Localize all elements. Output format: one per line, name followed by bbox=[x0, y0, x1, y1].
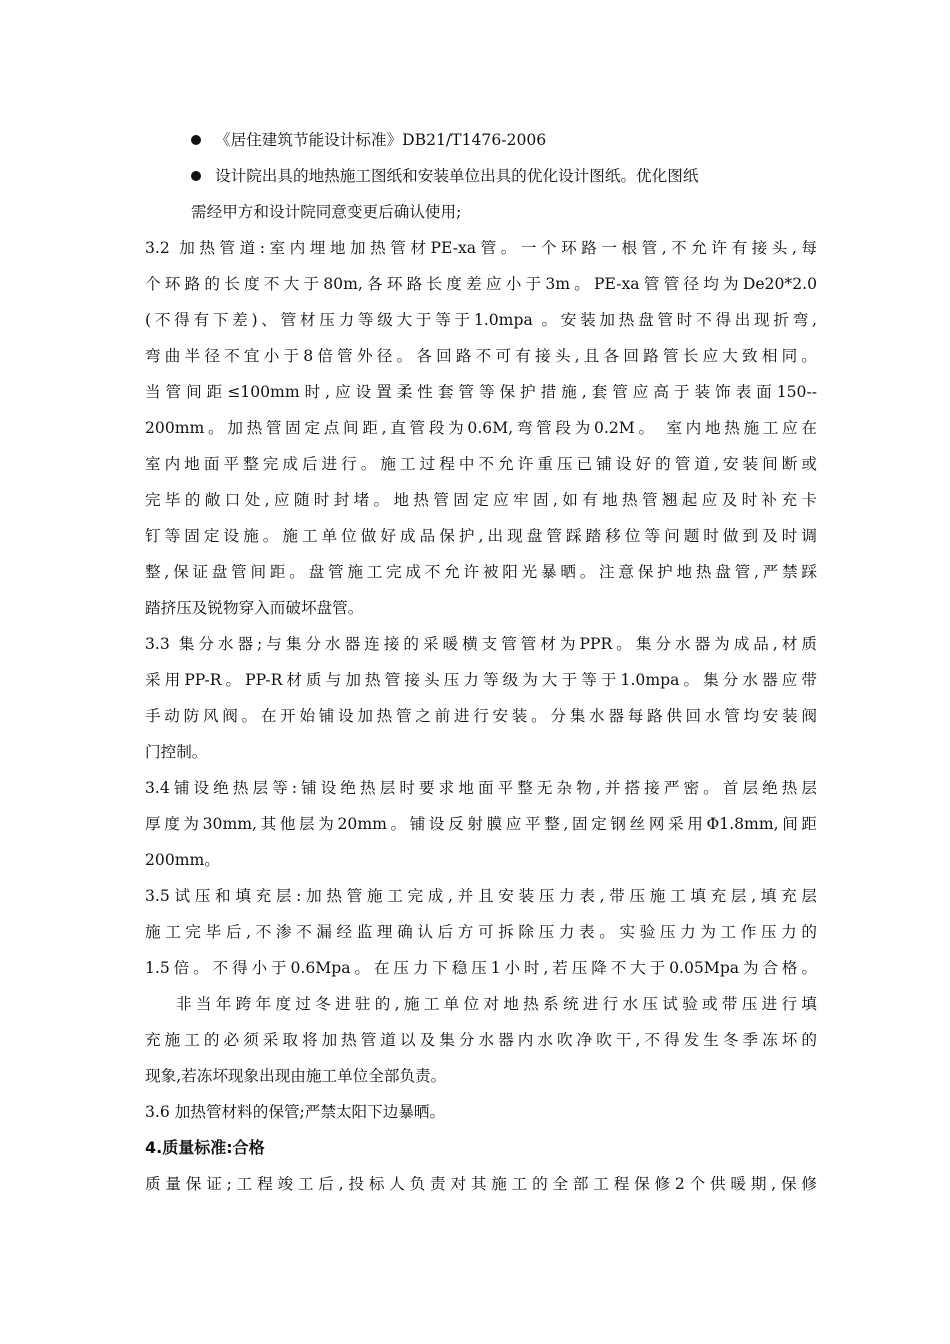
text-line: 充施工的必须采取将加热管道以及集分水器内水吹净吹干,不得发生冬季冻坏的 bbox=[145, 1031, 817, 1049]
text-line: 采用PP-R。PP-R材质与加热管接头压力等级为大于等于1.0mpa。集分水器应带 bbox=[145, 671, 817, 689]
text-line: 室内地面平整完成后进行。施工过程中不允许重压已铺设好的管道,安装间断或 bbox=[145, 455, 817, 473]
text-line: 门控制。 bbox=[145, 743, 208, 761]
bullet-text: 设计院出具的地热施工图纸和安装单位出具的优化设计图纸。优化图纸 bbox=[215, 167, 699, 185]
text-line: 3.5试压和填充层:加热管施工完成,并且安装压力表,带压施工填充层,填充层 bbox=[145, 887, 817, 905]
text-line: 3.6 加热管材料的保管;严禁太阳下边暴晒。 bbox=[145, 1103, 446, 1121]
text-line: 200mm。加热管固定点间距,直管段为0.6M,弯管段为0.2M。 室内地热施工应在 bbox=[145, 419, 817, 437]
text-line: 现象,若冻坏现象出现由施工单位全部负责。 bbox=[145, 1067, 447, 1085]
bullet-dot-icon bbox=[191, 171, 201, 181]
text-line: 完毕的敞口处,应随时封堵。地热管固定应牢固,如有地热管翘起应及时补充卡 bbox=[145, 491, 817, 509]
bullet-continuation: 需经甲方和设计院同意变更后确认使用; bbox=[191, 203, 462, 221]
text-line: 3.2 加热管道:室内埋地加热管材PE-xa管。一个环路一根管,不允许有接头,每 bbox=[145, 239, 817, 257]
section-heading: 4.质量标准:合格 bbox=[145, 1138, 265, 1157]
text-line: 手动防风阀。在开始铺设加热管之前进行安装。分集水器每路供回水管均安装阀 bbox=[145, 707, 817, 725]
text-line: 厚度为30mm,其他层为20mm。铺设反射膜应平整,固定钢丝网采用Φ1.8mm,间距 bbox=[145, 815, 817, 833]
text-line: 3.3 集分水器;与集分水器连接的采暖横支管管材为PPR。集分水器为成品,材质 bbox=[145, 635, 817, 653]
text-line: 当管间距≤100mm时,应设置柔性套管等保护措施,套管应高于装饰表面150-- bbox=[145, 383, 817, 401]
text-line: 非当年跨年度过冬进驻的,施工单位对地热系统进行水压试验或带压进行填 bbox=[176, 995, 817, 1013]
text-line: 质量保证;工程竣工后,投标人负责对其施工的全部工程保修2个供暖期,保修 bbox=[145, 1175, 817, 1193]
text-line: 1.5倍。不得小于0.6Mpa。在压力下稳压1小时,若压降不大于0.05Mpa为合格。 bbox=[145, 959, 817, 977]
bullet-dot-icon bbox=[191, 135, 201, 145]
text-line: 踏挤压及锐物穿入而破坏盘管。 bbox=[145, 599, 364, 617]
bullet-text: 《居住建筑节能设计标准》DB21/T1476-2006 bbox=[215, 131, 547, 149]
bullet-item-standard bbox=[145, 122, 817, 158]
text-line: 3.4铺设绝热层等:铺设绝热层时要求地面平整无杂物,并搭接严密。首层绝热层 bbox=[145, 779, 817, 797]
bullet-item-drawings bbox=[145, 158, 817, 194]
text-line: 个环路的长度不大于80m,各环路长度差应小于3m。PE-xa管管径均为De20*2.0 bbox=[145, 275, 817, 293]
document-body bbox=[145, 122, 817, 1202]
text-line: (不得有下差)、管材压力等级大于等于1.0mpa 。安装加热盘管时不得出现折弯, bbox=[145, 311, 817, 329]
text-line: 200mm。 bbox=[145, 851, 220, 869]
text-line: 弯曲半径不宜小于8倍管外径。各回路不可有接头,且各回路管长应大致相同。 bbox=[145, 347, 817, 365]
text-line: 施工完毕后,不渗不漏经监理确认后方可拆除压力表。实验压力为工作压力的 bbox=[145, 923, 817, 941]
text-line: 钉等固定设施。施工单位做好成品保护,出现盘管踩踏移位等问题时做到及时调 bbox=[145, 527, 817, 545]
text-line: 整,保证盘管间距。盘管施工完成不允许被阳光暴晒。注意保护地热盘管,严禁踩 bbox=[145, 563, 817, 581]
